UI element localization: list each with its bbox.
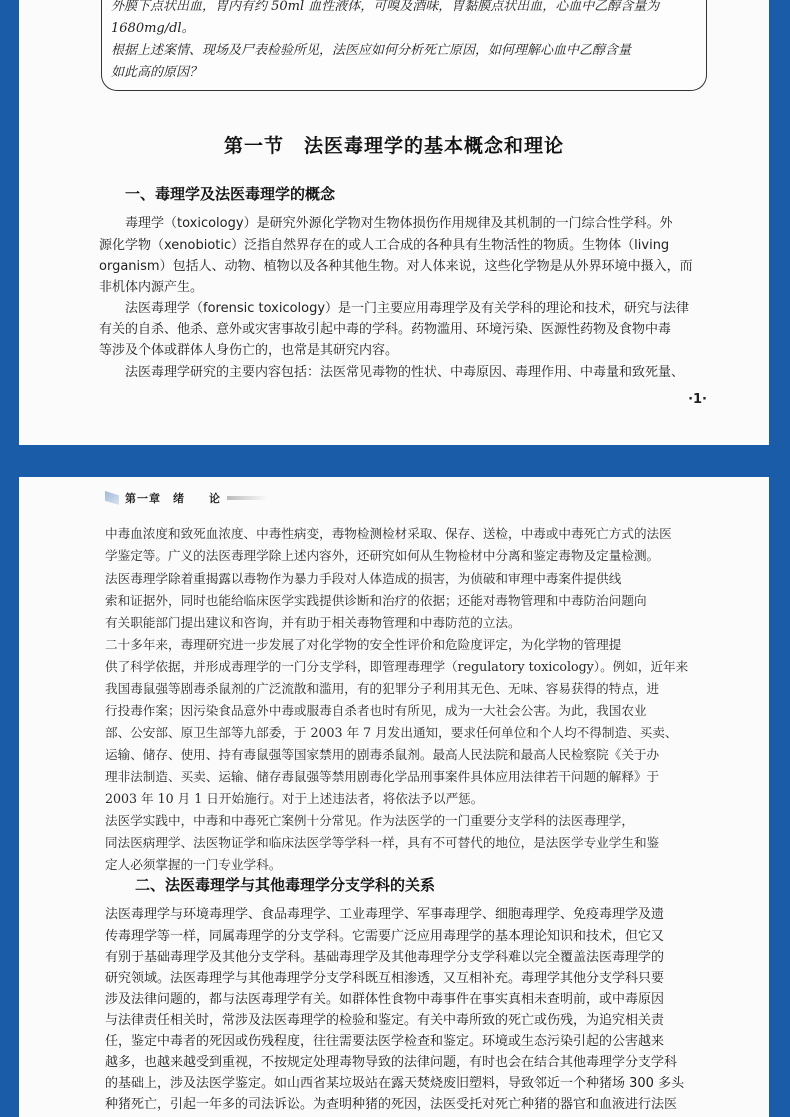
body-line: 有别于基础毒理学及其他分支学科。基础毒理学及其他毒理学分支学科难以完全覆盖法医毒理学的 — [105, 950, 665, 965]
case-line: 外膜下点状出血，胃内有约 50ml 血性液体，可嗅及酒味，胃黏膜点状出血，心血中乙醇含量为 — [111, 0, 660, 14]
header-rule — [227, 496, 267, 500]
body-line: 我国毒鼠强等剧毒杀鼠剂的广泛流散和滥用，有的犯罪分子利用其无色、无味、容易获得的特点，进 — [105, 681, 660, 696]
body-line: 与法律责任相关时，常涉及法医毒理学的检验和鉴定。有关中毒所致的死亡或伤残，为追究相关责 — [105, 1013, 665, 1028]
body-line: 种猪死亡，引起一年多的司法诉讼。为查明种猪的死因，法医受托对死亡种猪的器官和血液进行法医 — [105, 1097, 678, 1112]
body-line: 有关的自杀、他杀、意外或灾害事故引起中毒的学科。药物滥用、环境污染、医源性药物及食物中毒 — [99, 322, 672, 337]
body-line: 运输、储存、使用、持有毒鼠强等国家禁用的剧毒杀鼠剂。最高人民法院和最高人民检察院《关于办 — [105, 747, 660, 762]
chapter-label: 第一章 绪 论 — [125, 492, 221, 505]
body-line: 部、公安部、原卫生部等九部委，于 2003 年 7 月发出通知，要求任何单位和个人均不得制造、买卖、 — [105, 725, 678, 740]
body-line: 理非法制造、买卖、运输、储存毒鼠强等禁用剧毒化学品刑事案件具体应用法律若干问题的解释》于 — [105, 769, 660, 784]
body-line: 非机体内源产生。 — [99, 280, 204, 295]
page-number: ·1· — [688, 392, 707, 407]
body-line: 同法医病理学、法医物证学和临床法医学等学科一样，具有不可替代的地位，是法医学专业学生和鉴 — [105, 835, 660, 850]
book-page-2 — [19, 477, 769, 1117]
body-line: 法医毒理学与环境毒理学、食品毒理学、工业毒理学、军事毒理学、细胞毒理学、免疫毒理学及遗 — [105, 907, 665, 922]
section-title: 第一节 法医毒理学的基本概念和理论 — [223, 135, 564, 157]
body-line: 法医毒理学除着重揭露以毒物作为暴力手段对人体造成的损害，为侦破和审理中毒案件提供线 — [105, 571, 622, 586]
body-line: 法医学实践中，中毒和中毒死亡案例十分常见。作为法医学的一门重要分支学科的法医毒理学， — [105, 813, 634, 828]
body-line: 法医毒理学（forensic toxicology）是一门主要应用毒理学及有关学科的理论和技术，研究与法律 — [125, 301, 690, 316]
subheading-concepts: 一、毒理学及法医毒理学的概念 — [125, 185, 336, 203]
body-line: 越多，也越来越受到重视，不按规定处理毒物导致的法律问题，有时也会在结合其他毒理学分支学科 — [105, 1055, 678, 1070]
body-line: 传毒理学等一样，同属毒理学的分支学科。它需要广泛应用毒理学的基本理论知识和技术，但它又 — [105, 929, 665, 944]
case-line: 如此高的原因？ — [111, 65, 203, 80]
body-line: 行投毒作案；因污染食品意外中毒或服毒自杀者也时有所见，成为一大社会公害。为此，我国农业 — [105, 703, 647, 718]
body-line: 定人必须掌握的一门专业学科。 — [105, 857, 282, 872]
body-line: 等涉及个体或群体人身伤亡的，也常是其研究内容。 — [99, 343, 399, 358]
body-line: 源化学物（xenobiotic）泛指自然界存在的或人工合成的各种具有生物活性的物质。生物体（living — [99, 238, 670, 253]
body-line: 索和证据外，同时也能给临床医学实践提供诊断和治疗的依据；还能对毒物管理和中毒防治问题向 — [105, 593, 647, 608]
body-line: 法医毒理学研究的主要内容包括：法医常见毒物的性状、中毒原因、毒理作用、中毒量和致死量、 — [125, 365, 685, 380]
body-line: 涉及法律问题的，都与法医毒理学有关。如群体性食物中毒事件在事实真相未查明前，或中毒原因 — [105, 992, 665, 1007]
body-line: 研究领域。法医毒理学与其他毒理学分支学科既互相渗透，又互相补充。毒理学其他分支学科只要 — [105, 971, 665, 986]
body-line: 供了科学依据，并形成毒理学的一门分支学科，即管理毒理学（regulatory toxicology）。例如，近年来 — [105, 659, 689, 674]
body-line: 中毒血浓度和致死血浓度、中毒性病变，毒物检测检材采取、保存、送检，中毒或中毒死亡方式的法医 — [105, 526, 672, 541]
chapter-header — [105, 487, 267, 509]
chapter-tab-icon — [105, 491, 119, 505]
body-line: 毒理学（toxicology）是研究外源化学物对生物体损伤作用规律及其机制的一门综合性学科。外 — [125, 216, 673, 231]
body-line: 二十多年来，毒理研究进一步发展了对化学物的安全性评价和危险度评定，为化学物的管理提 — [105, 637, 622, 652]
subheading-relations: 二、法医毒理学与其他毒理学分支学科的关系 — [135, 876, 436, 894]
case-line: 1680mg/dl。 — [111, 21, 195, 36]
body-line: 2003 年 10 月 1 日开始施行。对于上述违法者，将依法予以严惩。 — [105, 791, 484, 806]
body-line: 任，鉴定中毒者的死因或伤残程度，往往需要法医学检查和鉴定。环境或生态污染引起的公害越来 — [105, 1034, 665, 1049]
case-line: 根据上述案情、现场及尸表检验所见，法医应如何分析死亡原因，如何理解心血中乙醇含量 — [111, 43, 632, 58]
body-line: 有关职能部门提出建议和咨询，并有助于相关毒物管理和中毒防范的立法。 — [105, 615, 521, 630]
body-line: 学鉴定等。广义的法医毒理学除上述内容外，还研究如何从生物检材中分离和鉴定毒物及定量检测。 — [105, 548, 660, 563]
body-line: organism）包括人、动物、植物以及各种其他生物。对人体来说，这些化学物是从外界环境中摄入，而 — [99, 259, 693, 274]
body-line: 的基础上，涉及法医学鉴定。如山西省某垃圾站在露天焚烧废旧塑料，导致邻近一个种猪场 300 多头 — [105, 1076, 685, 1091]
book-page-1 — [19, 0, 769, 445]
